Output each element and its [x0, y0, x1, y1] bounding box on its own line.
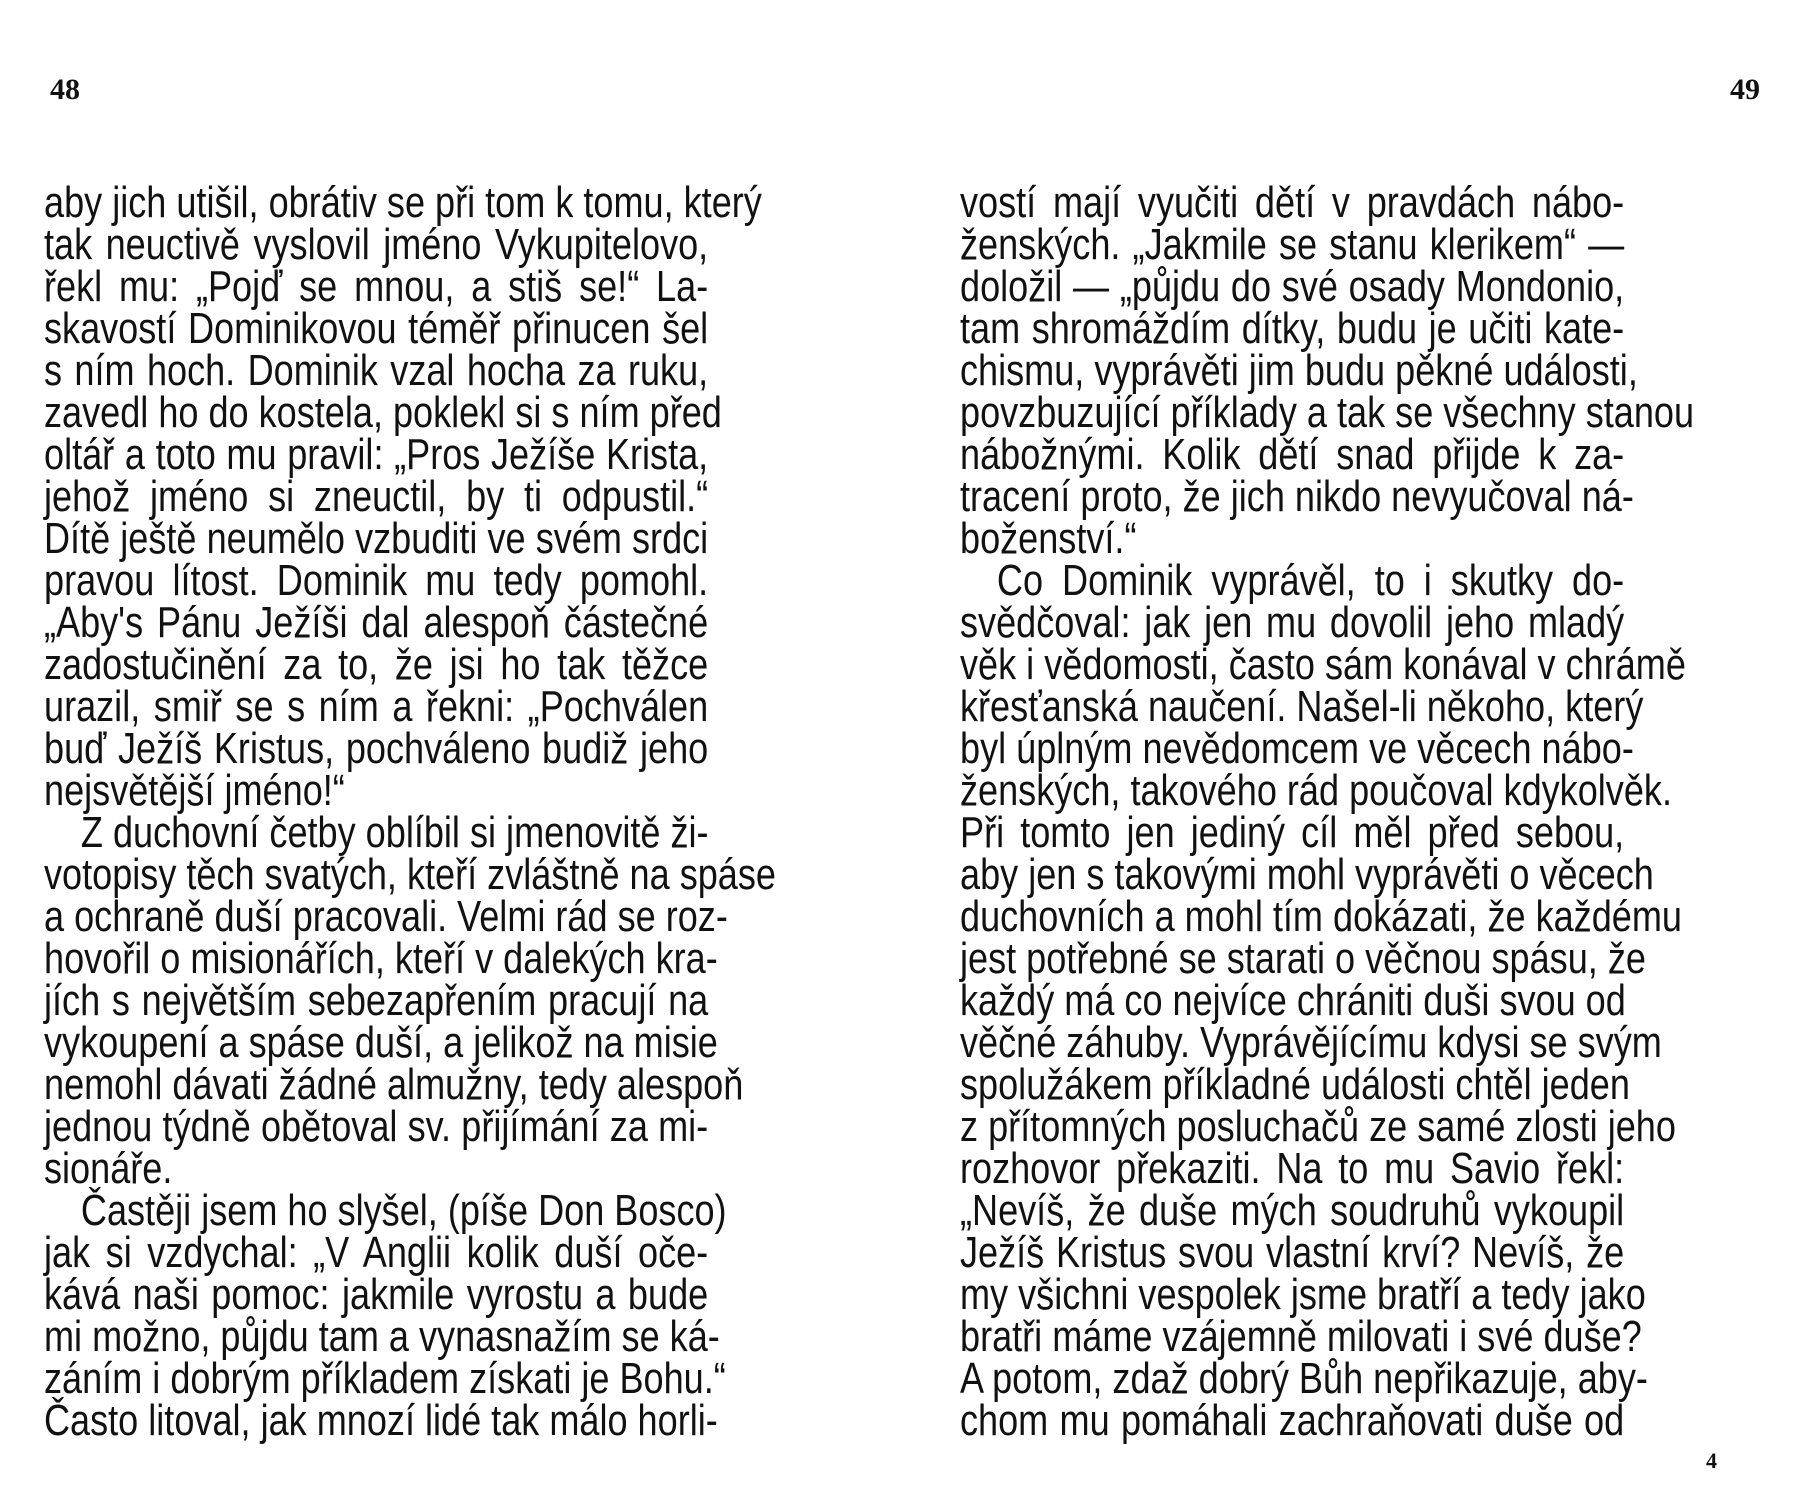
left-page-text [44, 178, 776, 1445]
text-line: a ochraně duší pracovali. Velmi rád se roz- [44, 892, 728, 941]
signature-mark: 4 [1706, 1448, 1717, 1473]
text-line: Při tomto jen jediný cíl měl před sebou, [960, 808, 1625, 857]
left-page-number: 48 [50, 73, 80, 106]
text-line: pravou lítost. Dominik mu tedy pomohl. [44, 556, 709, 605]
text-line: aby jich utišil, obrátiv se při tom k tomu, který [44, 178, 762, 227]
text-line: spolužákem příkladné události chtěl jeden [960, 1060, 1630, 1109]
text-line: zavedl ho do kostela, poklekl si s ním před [44, 388, 722, 437]
text-line: „Nevíš, že duše mých soudruhů vykoupil [960, 1186, 1625, 1235]
text-line: tracení proto, že jich nikdo nevyučoval ná- [960, 472, 1634, 521]
text-line: nejsvětější jméno!“ [44, 766, 345, 815]
text-line: křesťanská naučení. Našel-li někoho, který [960, 682, 1644, 731]
text-line: sionáře. [44, 1144, 173, 1193]
text-line: jehož jméno si zneuctil, by ti odpustil.“ [44, 472, 709, 521]
text-line: Co Dominik vyprávěl, to i skutky do- [996, 556, 1625, 605]
text-line: doložil — „půjdu do své osady Mondonio, [960, 262, 1625, 311]
text-line: vykoupení a spáse duší, a jelikož na misie [44, 1018, 718, 1067]
text-line: Dítě ještě neumělo vzbuditi ve svém srdci [44, 514, 709, 563]
text-line: mi možno, půjdu tam a vynasnažím se ká- [44, 1312, 720, 1361]
text-line: votopisy těch svatých, kteří zvláštně na spáse [44, 850, 776, 899]
text-line: „Aby's Pánu Ježíši dal alespoň částečné [44, 598, 709, 647]
text-line: zadostučinění za to, že jsi ho tak těžce [44, 640, 709, 689]
text-line: nemohl dávati žádné almužny, tedy alespoň [44, 1060, 744, 1109]
text-line: kává naši pomoc: jakmile vyrostu a bude [44, 1270, 709, 1319]
text-line: jak si vzdychal: „V Anglii kolik duší oče- [44, 1228, 709, 1277]
text-line: hovořil o misionářích, kteří v dalekých kra- [44, 934, 718, 983]
text-line: ženských, takového rád poučoval kdykolvěk. [960, 766, 1672, 815]
text-line: Často litoval, jak mnozí lidé tak málo horli- [44, 1396, 718, 1445]
text-line: chom mu pomáhali zachraňovati duše od [960, 1396, 1625, 1445]
text-line: byl úplným nevědomcem ve věcech nábo- [960, 724, 1634, 773]
text-line: každý má co nejvíce chrániti duši svou od [960, 976, 1626, 1025]
text-line: bratři máme vzájemně milovati i své duše? [960, 1312, 1642, 1361]
text-line: řekl mu: „Pojď se mnou, a stiš se!“ La- [44, 262, 709, 311]
text-line: tak neuctivě vyslovil jméno Vykupitelovo, [44, 220, 709, 269]
text-line: Častěji jsem ho slyšel, (píše Don Bosco) [80, 1186, 727, 1235]
text-line: oltář a toto mu pravil: „Pros Ježíše Krista, [44, 430, 709, 479]
text-line: tam shromáždím dítky, budu je učiti kate- [960, 304, 1625, 353]
text-line: rozhovor překaziti. Na to mu Savio řekl: [960, 1144, 1625, 1193]
text-line: chismu, vyprávěti jim budu pěkné události, [960, 346, 1638, 395]
text-line: urazil, smiř se s ním a řekni: „Pochválen [44, 682, 709, 731]
text-line: ženských. „Jakmile se stanu klerikem“ — [960, 220, 1625, 269]
text-line: buď Ježíš Kristus, pochváleno budiž jeho [44, 724, 709, 773]
text-line: boženství.“ [960, 514, 1137, 563]
text-line: Ježíš Kristus svou vlastní krví? Nevíš, že [960, 1228, 1625, 1277]
text-line: s ním hoch. Dominik vzal hocha za ruku, [44, 346, 709, 395]
text-line: my všichni vespolek jsme bratří a tedy jako [960, 1270, 1646, 1319]
text-line: duchovních a mohl tím dokázati, že každému [960, 892, 1682, 941]
text-line: záním i dobrým příkladem získati je Bohu.“ [44, 1354, 726, 1403]
text-line: vostí mají vyučiti dětí v pravdách nábo- [960, 178, 1625, 227]
text-line: svědčoval: jak jen mu dovolil jeho mladý [960, 598, 1625, 647]
text-line: věk i vědomosti, často sám konával v chrámě [960, 640, 1686, 689]
text-line: Z duchovní četby oblíbil si jmenovitě ži- [80, 808, 709, 857]
text-line: věčné záhuby. Vyprávějícímu kdysi se svým [960, 1018, 1662, 1067]
text-line: aby jen s takovými mohl vyprávěti o věcech [960, 850, 1654, 899]
text-line: jích s největším sebezapřením pracují na [44, 976, 709, 1025]
text-line: jest potřebné se starati o věčnou spásu, že [960, 934, 1646, 983]
right-page-text [960, 178, 1695, 1445]
text-line: povzbuzující příklady a tak se všechny stanou [960, 388, 1695, 437]
text-line: A potom, zdaž dobrý Bůh nepřikazuje, aby- [960, 1354, 1648, 1403]
right-page-number: 49 [1730, 73, 1760, 106]
text-line: z přítomných posluchačů ze samé zlosti jeho [960, 1102, 1676, 1151]
text-line: nábožnými. Kolik dětí snad přijde k za- [960, 430, 1625, 479]
text-line: skavostí Dominikovou téměř přinucen šel [44, 304, 709, 353]
text-line: jednou týdně obětoval sv. přijímání za mi- [44, 1102, 709, 1151]
